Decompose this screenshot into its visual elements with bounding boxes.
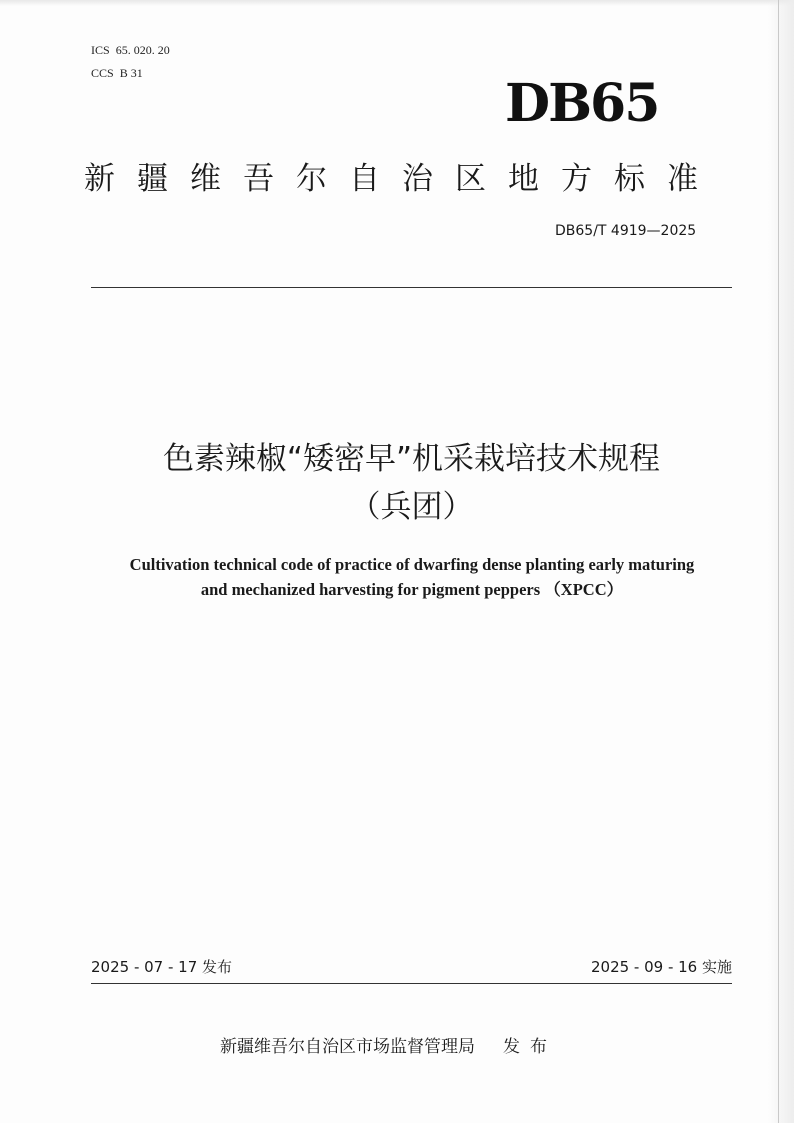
english-title-line-2: and mechanized harvesting for pigment peppers （XPCC） [200, 580, 624, 599]
issuer-name: 新疆维吾尔自治区市场监督管理局 [220, 1037, 475, 1057]
ics-classification [91, 43, 170, 57]
ccs-classification [91, 66, 143, 80]
scan-edge-shadow-top [0, 0, 794, 6]
ccs-code: B 31 [119, 66, 143, 80]
standard-type-heading: 新疆维吾尔自治区地方标准 [84, 161, 720, 197]
issuing-authority [220, 1035, 557, 1059]
ccs-label: CCS [91, 66, 114, 80]
standard-number: DB65/T 4919—2025 [555, 223, 697, 239]
scan-edge-shadow-right [768, 0, 794, 1123]
scan-fold-line [778, 0, 779, 1123]
implementation-date: 2025 - 09 - 16 实施 [590, 958, 732, 976]
footer-divider [91, 983, 732, 984]
english-title-line-1: Cultivation technical code of practice of dwarfing dense planting early maturing [129, 555, 695, 574]
ics-label: ICS [91, 43, 110, 57]
db65-logo: DB65 [505, 73, 659, 134]
issuer-action: 发布 [503, 1037, 557, 1057]
ics-code: 65. 020. 20 [115, 43, 170, 57]
chinese-title-line-1: 色素辣椒“矮密早”机采栽培技术规程 [162, 441, 661, 477]
chinese-title-line-2: （兵团） [349, 489, 474, 525]
header-divider [91, 287, 732, 288]
issue-date: 2025 - 07 - 17 发布 [91, 958, 233, 976]
